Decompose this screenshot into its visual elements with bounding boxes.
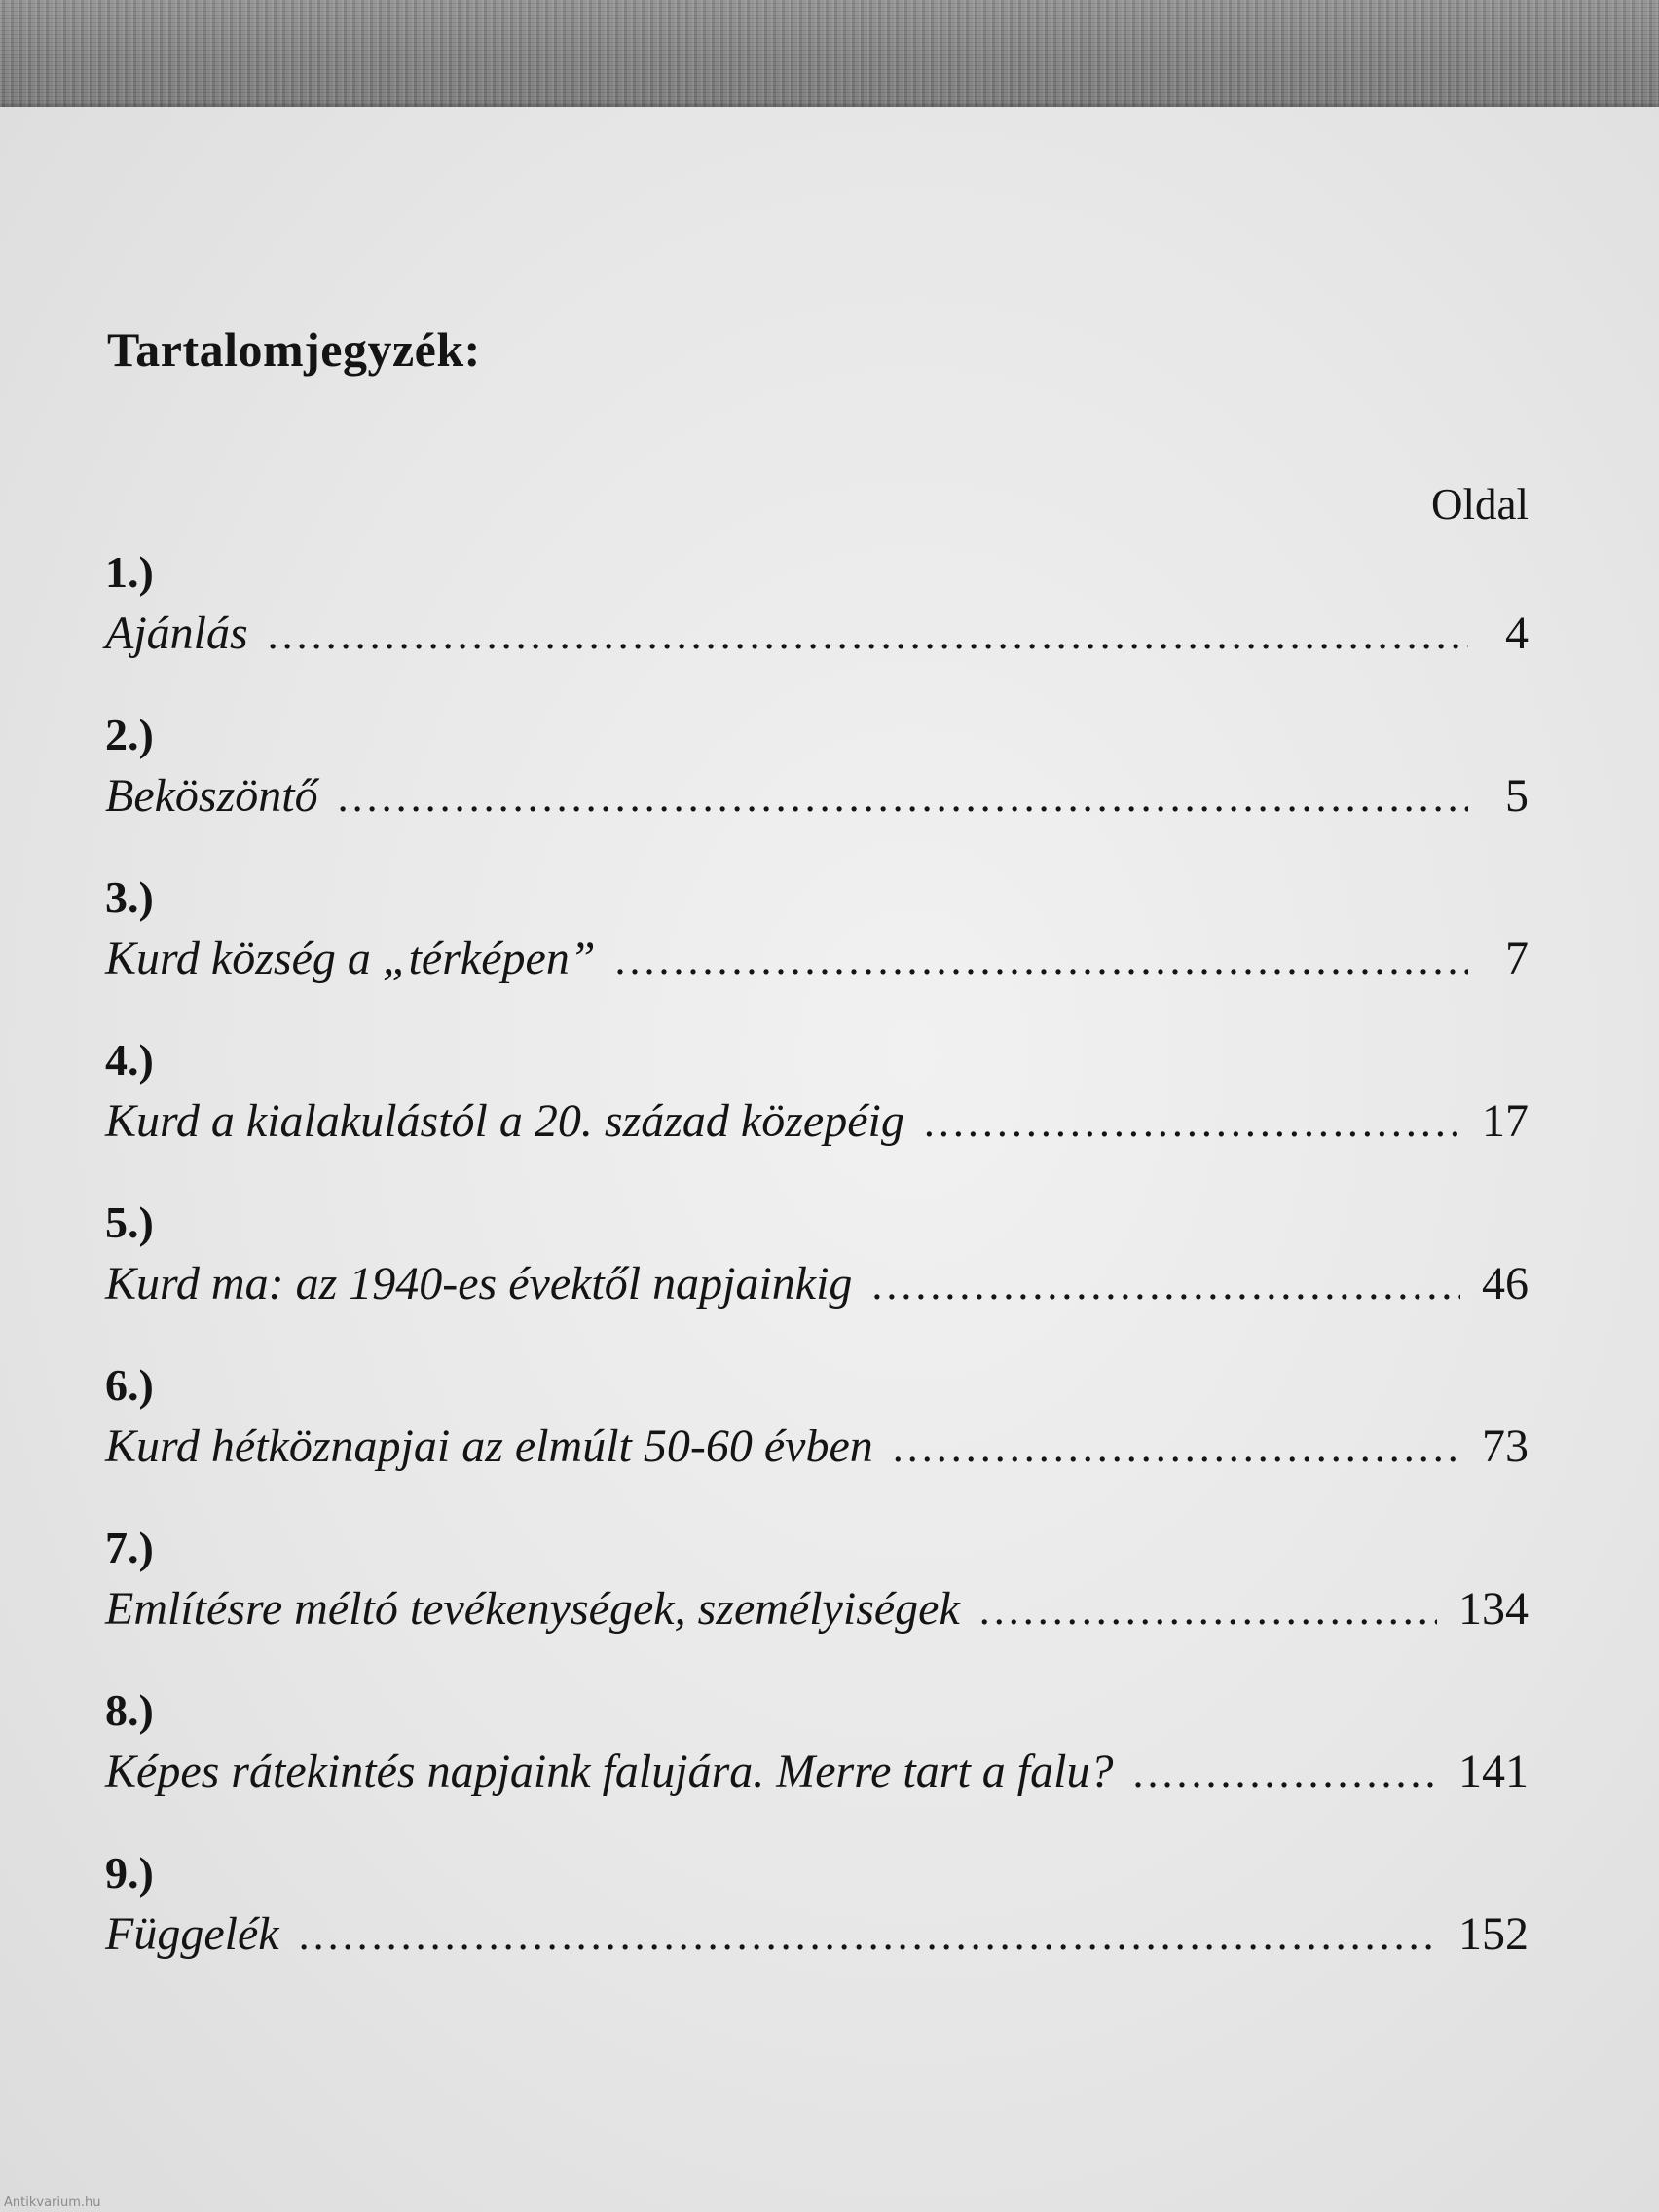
entry-page-number: 141	[1458, 1746, 1529, 1797]
entry-line	[105, 604, 1529, 664]
entry-line	[105, 1091, 1529, 1152]
entry-title: Kurd a kialakulástól a 20. század közepéig	[105, 1095, 904, 1147]
dot-leader	[299, 1905, 1437, 1966]
entry-page-number: 4	[1505, 608, 1529, 659]
entry-page-number: 152	[1458, 1908, 1529, 1960]
toc-entry	[105, 1521, 1529, 1640]
entry-number: 4.)	[105, 1035, 154, 1085]
toc-entry	[105, 870, 1529, 989]
entry-line	[105, 1254, 1529, 1314]
dot-leader	[924, 1092, 1460, 1153]
watermark-text: Antikvarium.hu	[4, 2195, 101, 2210]
toc-entry	[105, 1033, 1529, 1152]
entry-number: 6.)	[105, 1360, 154, 1410]
dot-leader	[615, 930, 1468, 990]
dot-leader	[1132, 1743, 1437, 1803]
entry-number: 8.)	[105, 1685, 154, 1735]
entry-line	[105, 766, 1529, 827]
entry-number: 1.)	[105, 547, 154, 597]
entry-title: Kurd hétköznapjai az elmúlt 50-60 évben	[105, 1420, 873, 1472]
entry-page-number: 7	[1505, 933, 1529, 984]
entry-page-number: 5	[1505, 770, 1529, 822]
entry-page-number: 17	[1482, 1095, 1529, 1147]
toc-entry	[105, 1683, 1529, 1802]
entry-page-number: 73	[1482, 1420, 1529, 1472]
entry-line	[105, 1417, 1529, 1477]
entry-title: Függelék	[105, 1908, 279, 1960]
entry-number: 3.)	[105, 872, 154, 922]
entry-title: Ajánlás	[105, 608, 248, 659]
dot-leader	[893, 1418, 1460, 1478]
entry-number: 5.)	[105, 1198, 154, 1247]
dot-leader	[338, 767, 1468, 828]
page-column-label: Oldal	[1431, 480, 1529, 529]
entry-page-number: 134	[1458, 1583, 1529, 1635]
entry-line	[105, 1742, 1529, 1802]
toc-entry	[105, 545, 1529, 664]
entry-number: 7.)	[105, 1523, 154, 1572]
dot-leader	[979, 1580, 1437, 1641]
entry-title: Kurd község a „térképen”	[105, 933, 596, 984]
toc-entry	[105, 1846, 1529, 1965]
entry-line	[105, 1904, 1529, 1965]
dot-leader	[871, 1255, 1460, 1315]
entry-number: 9.)	[105, 1848, 154, 1898]
toc-entry	[105, 1196, 1529, 1314]
entry-line	[105, 929, 1529, 989]
toc-title: Tartalomjegyzék:	[107, 322, 481, 377]
entry-title: Beköszöntő	[105, 770, 318, 822]
dot-leader	[268, 605, 1468, 665]
entry-title: Kurd ma: az 1940-es évektől napjainkig	[105, 1258, 853, 1309]
entry-page-number: 46	[1482, 1258, 1529, 1309]
entry-number: 2.)	[105, 710, 154, 759]
entry-line	[105, 1579, 1529, 1640]
toc-entry	[105, 1358, 1529, 1477]
toc-entry	[105, 708, 1529, 827]
entry-title: Említésre méltó tevékenységek, személyiségek	[105, 1583, 960, 1635]
entry-title: Képes rátekintés napjaink falujára. Merre tart a falu?	[105, 1746, 1114, 1797]
